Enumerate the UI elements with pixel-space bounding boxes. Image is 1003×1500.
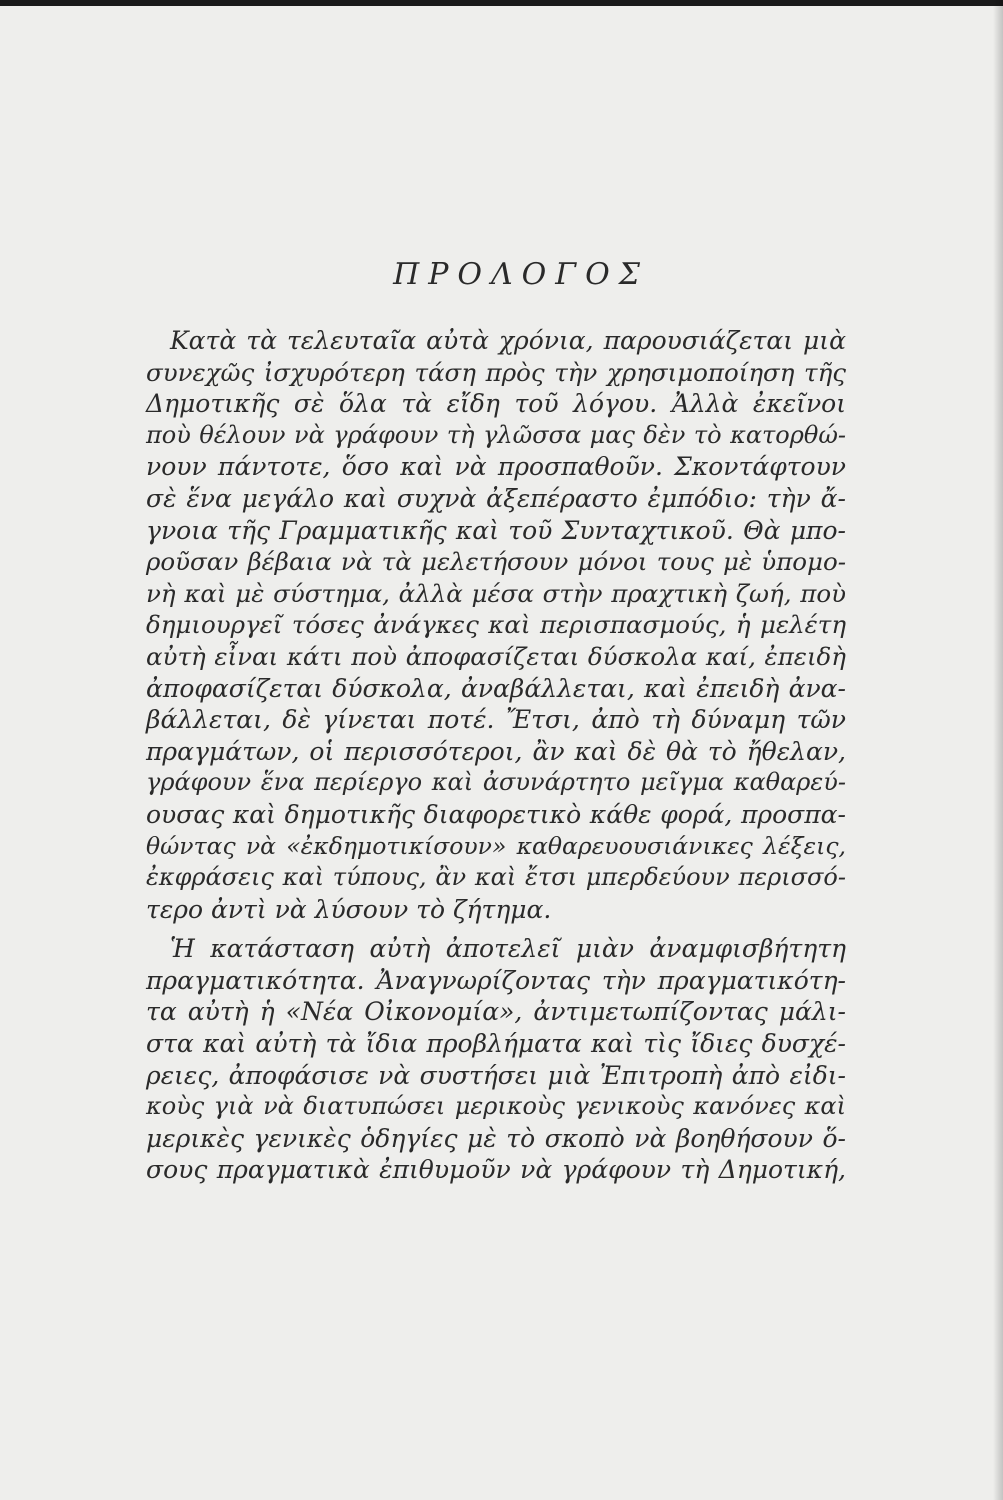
text-line: κοὺς γιὰ νὰ διατυπώσει μερικοὺς γενικοὺς κανόνες καὶ bbox=[146, 1092, 846, 1121]
paragraph-1 bbox=[146, 325, 846, 925]
text-line: ἐκφράσεις καὶ τύπους, ἂν καὶ ἔτσι μπερδεύουν περισσό- bbox=[146, 863, 846, 892]
text-line: γνοια τῆς Γραμματικῆς καὶ τοῦ Συνταχτικοῦ. Θὰ μπο- bbox=[146, 515, 846, 545]
text-line: ποὺ θέλουν νὰ γράφουν τὴ γλῶσσα μας δὲν τὸ κατορθώ- bbox=[146, 420, 846, 449]
text-line: Ἡ κατάσταση αὐτὴ ἀποτελεῖ μιὰν ἀναμφισβήτητη bbox=[170, 934, 846, 964]
text-line: σους πραγματικὰ ἐπιθυμοῦν νὰ γράφουν τὴ Δημοτική, bbox=[146, 1155, 846, 1185]
text-line: ἀποφασίζεται δύσκολα, ἀναβάλλεται, καὶ ἐπειδὴ ἀνα- bbox=[146, 673, 846, 703]
text-line: τερο ἀντὶ νὰ λύσουν τὸ ζήτημα. bbox=[146, 894, 552, 924]
scan-top-edge bbox=[0, 0, 1003, 6]
text-line: τα αὐτὴ ἡ «Νέα Οἰκονομία», ἀντιμετωπίζοντας μάλι- bbox=[146, 997, 846, 1027]
text-line: νουν πάντοτε, ὅσο καὶ νὰ προσπαθοῦν. Σκοντάφτουν bbox=[146, 452, 846, 482]
text-line: θώντας νὰ «ἐκδημοτικίσουν» καθαρευουσιάνικες λέξεις, bbox=[146, 831, 846, 860]
text-line: σὲ ἕνα μεγάλο καὶ συχνὰ ἀξεπέραστο ἐμπόδιο: τὴν ἄ- bbox=[146, 483, 846, 513]
text-line: δημιουργεῖ τόσες ἀνάγκες καὶ περισπασμούς, ἡ μελέτη bbox=[146, 610, 846, 640]
paragraph-2 bbox=[146, 933, 846, 1186]
text-line: ρειες, ἀποφάσισε νὰ συστήσει μιὰ Ἐπιτροπὴ ἀπὸ εἰδι- bbox=[146, 1060, 846, 1090]
text-line: συνεχῶς ἰσχυρότερη τάση πρὸς τὴν χρησιμοποίηση τῆς bbox=[146, 357, 846, 387]
text-line: ροῦσαν βέβαια νὰ τὰ μελετήσουν μόνοι τους μὲ ὑπομο- bbox=[146, 547, 846, 577]
text-line: Δημοτικῆς σὲ ὅλα τὰ εἴδη τοῦ λόγου. Ἀλλὰ ἐκεῖνοι bbox=[146, 389, 846, 419]
text-line: στα καὶ αὐτὴ τὰ ἴδια προβλήματα καὶ τὶς ἴδιες δυσχέ- bbox=[146, 1029, 846, 1059]
page-body bbox=[146, 255, 846, 1194]
scan-right-edge bbox=[993, 0, 1003, 1500]
text-line: βάλλεται, δὲ γίνεται ποτέ. Ἔτσι, ἀπὸ τὴ δύναμη τῶν bbox=[146, 705, 846, 735]
text-line: αὐτὴ εἶναι κάτι ποὺ ἀποφασίζεται δύσκολα καί, ἐπειδὴ bbox=[146, 641, 846, 671]
page-title: ΠΡΟΛΟΓΟΣ bbox=[393, 257, 649, 292]
text-line: γράφουν ἕνα περίεργο καὶ ἀσυνάρτητο μεῖγμα καθαρεύ- bbox=[146, 768, 846, 797]
text-line: ουσας καὶ δημοτικῆς διαφορετικὸ κάθε φορά, προσπα- bbox=[146, 799, 846, 829]
text-line: πραγματικότητα. Ἀναγνωρίζοντας τὴν πραγματικότη- bbox=[146, 965, 846, 995]
text-line: Κατὰ τὰ τελευταῖα αὐτὰ χρόνια, παρουσιάζεται μιὰ bbox=[170, 326, 846, 355]
text-line: μερικὲς γενικὲς ὁδηγίες μὲ τὸ σκοπὸ νὰ βοηθήσουν ὅ- bbox=[146, 1123, 846, 1153]
text-line: νὴ καὶ μὲ σύστημα, ἀλλὰ μέσα στὴν πραχτικὴ ζωή, ποὺ bbox=[146, 578, 846, 608]
text-line: πραγμάτων, οἱ περισσότεροι, ἂν καὶ δὲ θὰ τὸ ἤθελαν, bbox=[146, 736, 846, 766]
